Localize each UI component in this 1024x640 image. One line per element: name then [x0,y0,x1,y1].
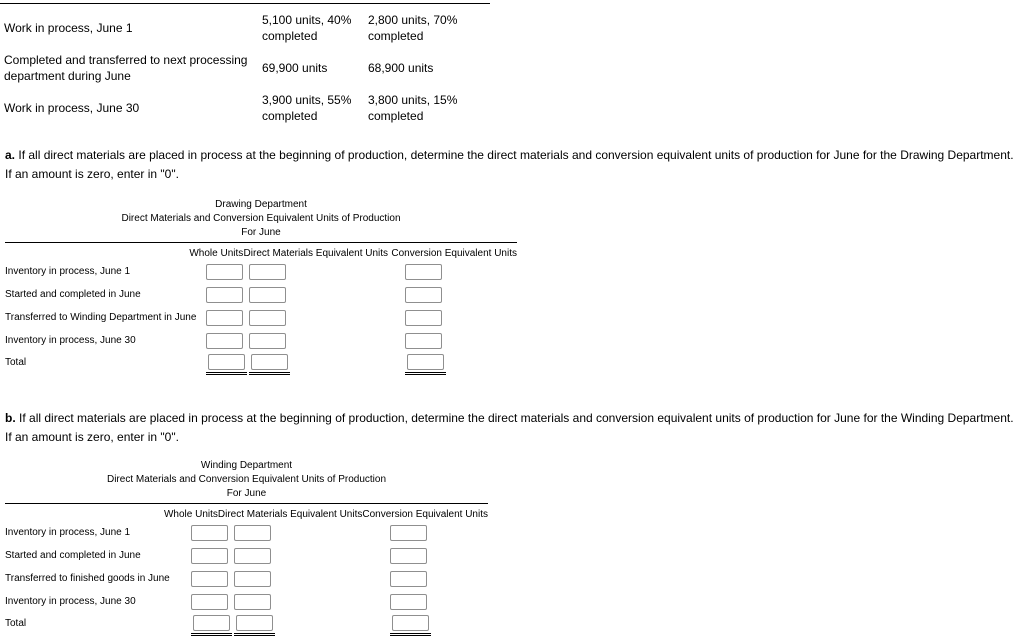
assignment-page [0,3,1024,629]
total-underline [249,354,290,375]
whole-units-input[interactable] [206,333,243,349]
winding-dept-value: 3,800 units, 15% completed [368,93,458,123]
dm-units-input[interactable] [249,333,286,349]
whole-units-input[interactable] [191,525,228,541]
conversion-units-input[interactable] [405,264,442,280]
whole-units-input[interactable] [206,264,243,280]
total-row [5,613,488,640]
row-label: Inventory in process, June 30 [5,335,136,346]
whole-units-input[interactable] [208,354,245,370]
total-underline [390,615,431,636]
conversion-units-input[interactable] [390,525,427,541]
conversion-units-input[interactable] [392,615,429,631]
row-label: Inventory in process, June 30 [5,596,136,607]
column-header-whole-units: Whole Units [189,248,244,259]
whole-units-input[interactable] [191,594,228,610]
whole-units-input[interactable] [206,310,243,326]
row-label: Work in process, June 1 [4,21,133,35]
conversion-units-input[interactable] [390,548,427,564]
instruction-b [5,409,1016,447]
table-title-period: For June [5,487,488,504]
dm-units-input[interactable] [249,287,286,303]
total-underline [206,354,247,375]
column-header-row [5,504,488,521]
table-title-period: For June [5,226,517,243]
conversion-units-input[interactable] [390,571,427,587]
column-header-conversion-units: Conversion Equivalent Units [362,509,488,520]
winding-eu-table [5,459,488,640]
dm-units-input[interactable] [236,615,273,631]
table-row [4,84,1024,124]
row-label: Transferred to finished goods in June [5,573,170,584]
conversion-units-input[interactable] [405,333,442,349]
dm-units-input[interactable] [234,571,271,587]
column-header-dm-units: Direct Materials Equivalent Units [217,509,363,520]
row-label: Started and completed in June [5,550,141,561]
total-row [5,352,517,379]
conversion-units-input[interactable] [405,287,442,303]
conversion-units-input[interactable] [405,310,442,326]
table-row [5,329,517,352]
table-row [5,544,488,567]
whole-units-input[interactable] [191,548,228,564]
table-row [4,44,1024,84]
spacer [5,247,187,260]
row-label: Completed and transferred to next processing department during June [4,53,248,83]
row-label: Work in process, June 30 [4,101,140,115]
table-row [5,306,517,329]
instruction-a-text: If all direct materials are placed in process at the beginning of production, determine the direct materials and conversion equivalent units of production for June for the Drawing Department. If an amount is zero, enter in "0". [5,148,1014,181]
row-label: Total [5,618,27,629]
table-title-description: Direct Materials and Conversion Equivalent Units of Production [106,474,387,485]
instruction-a-marker: a. [5,148,16,162]
table-row [5,283,517,306]
column-header-whole-units: Whole Units [163,509,218,520]
row-label: Inventory in process, June 1 [5,527,131,538]
whole-units-input[interactable] [191,571,228,587]
conversion-units-input[interactable] [407,354,444,370]
dm-units-input[interactable] [249,310,286,326]
row-label: Inventory in process, June 1 [5,266,131,277]
whole-units-input[interactable] [206,287,243,303]
spacer [5,508,162,521]
instruction-a [5,146,1016,184]
total-underline [191,615,232,636]
column-header-dm-units: Direct Materials Equivalent Units [243,248,389,259]
table-row [5,567,488,590]
table-row [5,521,488,544]
column-header-row [5,243,517,260]
row-label: Started and completed in June [5,289,141,300]
whole-units-input[interactable] [193,615,230,631]
drawing-dept-value: 3,900 units, 55% completed [262,93,352,123]
table-title-description: Direct Materials and Conversion Equivalent Units of Production [121,213,401,224]
dm-units-input[interactable] [251,354,288,370]
dm-units-input[interactable] [234,548,271,564]
total-underline [234,615,275,636]
dm-units-input[interactable] [234,594,271,610]
dm-units-input[interactable] [234,525,271,541]
dm-units-input[interactable] [249,264,286,280]
row-label: Transferred to Winding Department in June [5,312,197,323]
winding-dept-value: 68,900 units [368,61,434,75]
table-title-department: Winding Department [200,460,293,471]
instruction-b-marker: b. [5,411,16,425]
drawing-dept-value: 5,100 units, 40% completed [262,13,352,43]
table-title-department: Drawing Department [215,199,307,210]
total-underline [405,354,446,375]
table-row [5,260,517,283]
table-row [5,590,488,613]
row-label: Total [5,357,27,368]
winding-dept-value: 2,800 units, 70% completed [368,13,458,43]
drawing-dept-value: 69,900 units [262,61,328,75]
table-row [4,4,1024,44]
conversion-units-input[interactable] [390,594,427,610]
instruction-b-text: If all direct materials are placed in process at the beginning of production, determine the direct materials and conversion equivalent units of production for June for the Winding Department. If an amount is zero, enter in "0". [5,411,1014,444]
drawing-eu-table [5,198,517,379]
column-header-conversion-units: Conversion Equivalent Units [391,248,517,259]
units-summary-table [4,4,1024,124]
